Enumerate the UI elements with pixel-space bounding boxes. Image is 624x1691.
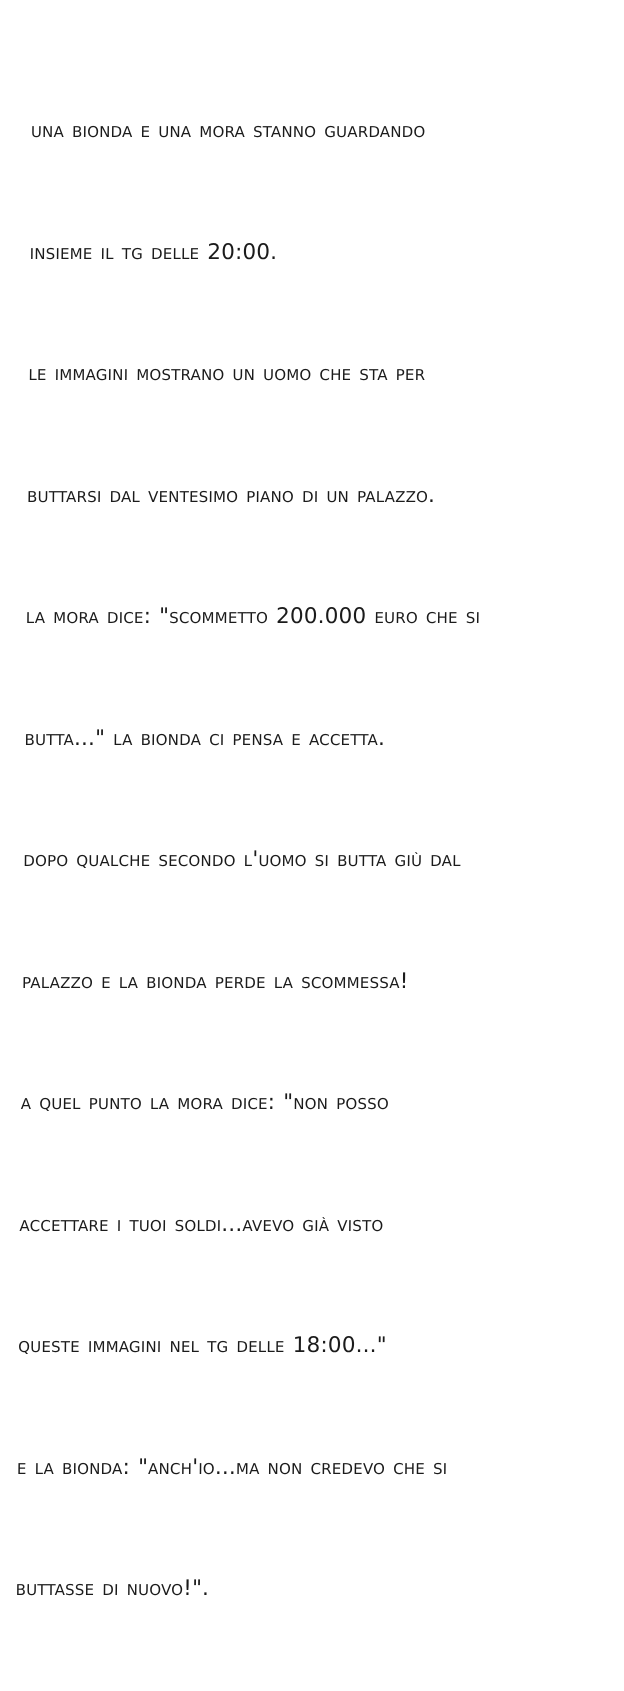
joke-line: buttarsi dal ventesimo piano di un palazzo.	[26, 482, 436, 508]
joke-line: palazzo e la bionda perde la scommessa!	[21, 968, 409, 994]
joke-line: butta..." la bionda ci pensa e accetta.	[24, 725, 386, 751]
joke-text-block	[15, 30, 596, 1691]
joke-line: una bionda e una mora stanno guardando	[30, 118, 426, 143]
joke-line: dopo qualche secondo l'uomo si butta giù dal	[23, 847, 461, 872]
joke-line: le immagini mostrano un uomo che sta per	[28, 361, 426, 386]
joke-line: a quel punto la mora dice: "non posso	[20, 1090, 390, 1115]
joke-line: buttasse di nuovo!".	[15, 1576, 210, 1601]
joke-line: accettare i tuoi soldi...avevo già visto	[19, 1211, 384, 1237]
joke-line: insieme il tg delle 20:00.	[29, 239, 278, 265]
joke-line: queste immagini nel tg delle 18:00..."	[18, 1333, 387, 1358]
joke-line: e la bionda: "anch'io...ma non credevo che si	[16, 1454, 448, 1480]
joke-line: la mora dice: "scommetto 200.000 euro che si	[25, 604, 481, 629]
